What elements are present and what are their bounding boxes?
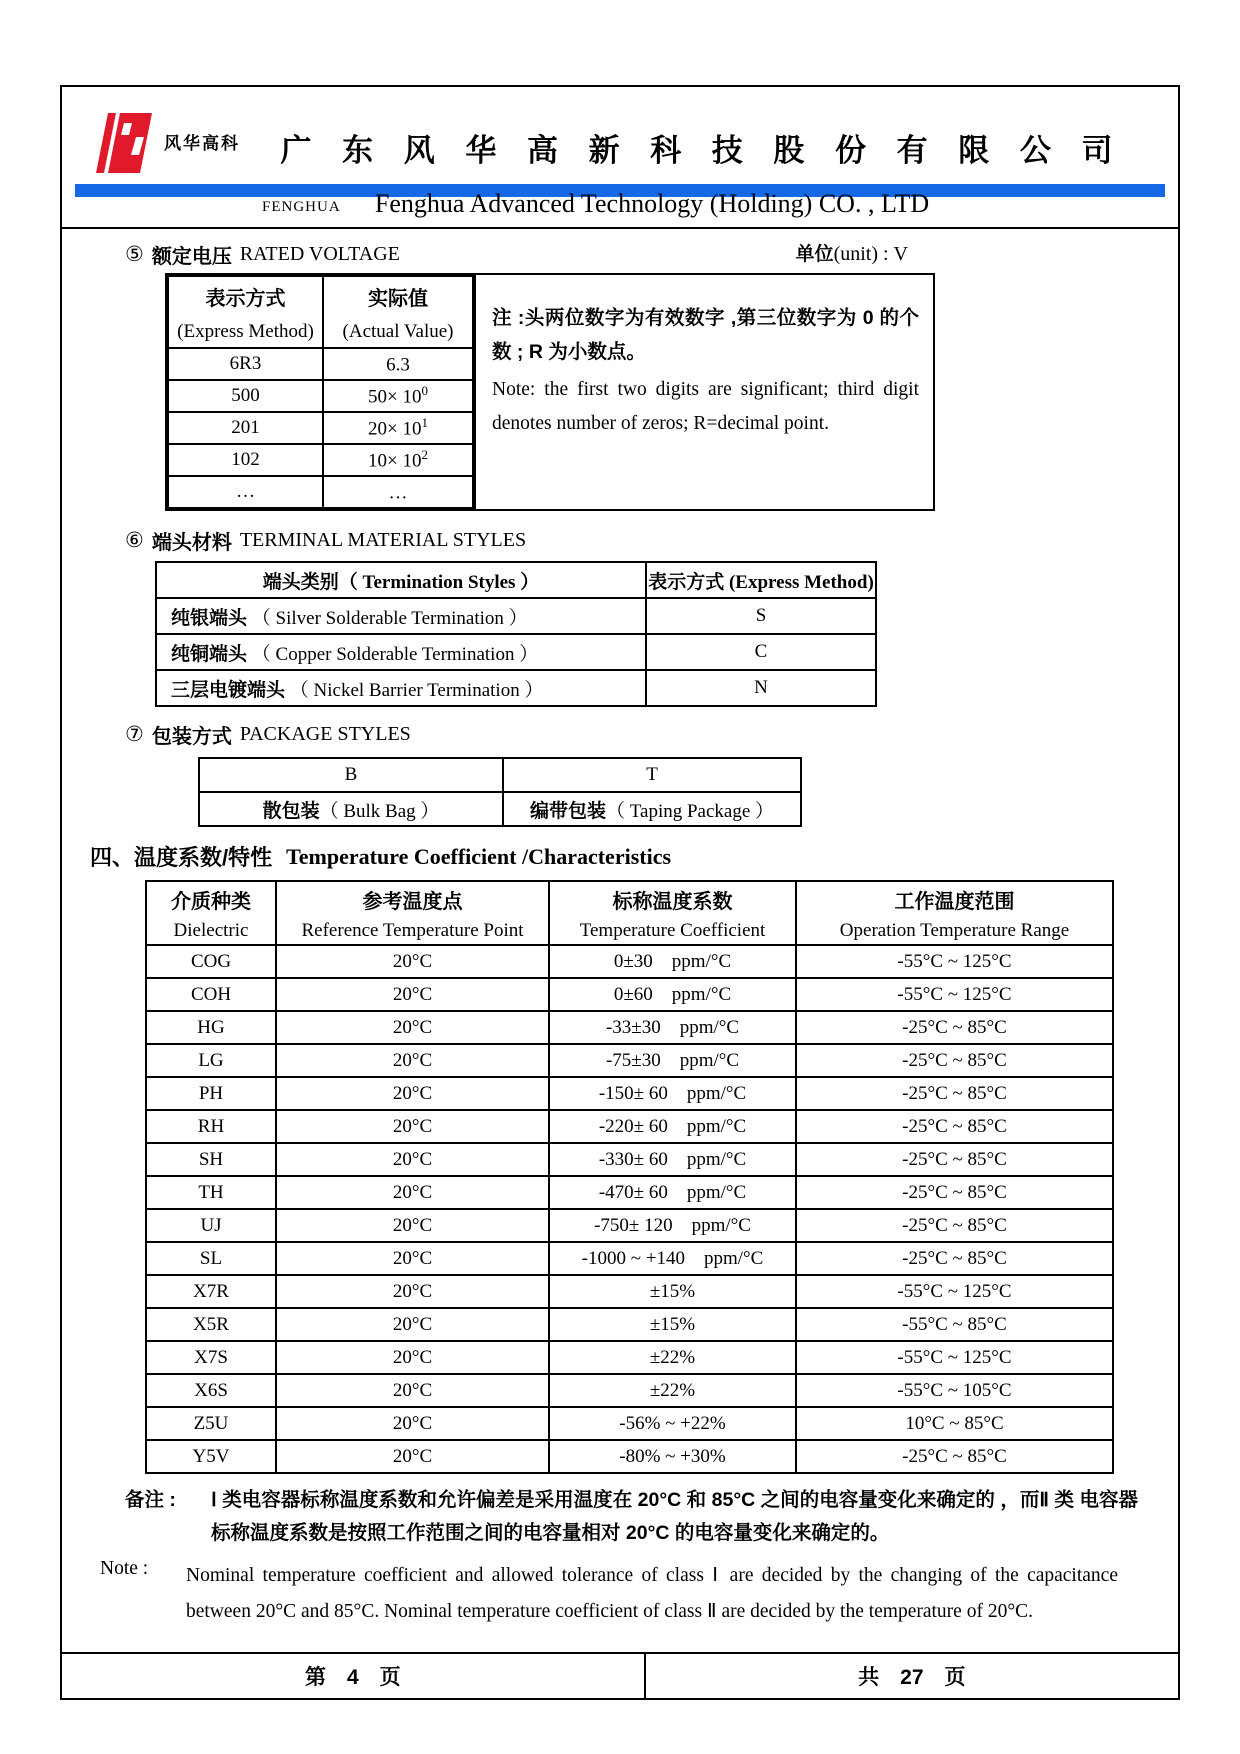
operation-range-cell: -25°C ~ 85°C (796, 1176, 1113, 1209)
voltage-row (168, 412, 473, 444)
operation-range-cell: -25°C ~ 85°C (796, 1011, 1113, 1044)
termination-style-cell: 纯银端头 （ Silver Solderable Termination ） (156, 598, 646, 634)
tc-data-row (146, 1242, 1113, 1275)
package-styles-table (198, 757, 802, 827)
voltage-row (168, 476, 473, 508)
dielectric-cell: TH (146, 1176, 276, 1209)
tc-data-row (146, 1044, 1113, 1077)
tc-data-row (146, 1341, 1113, 1374)
reference-temp-cell: 20°C (276, 1044, 549, 1077)
tc-data-row (146, 1143, 1113, 1176)
note-en (100, 1558, 1138, 1630)
page-content (62, 229, 1178, 1630)
total-pages: 共 27 页 (858, 1666, 966, 1689)
rated-voltage-heading (125, 239, 400, 269)
tc-data-row (146, 1275, 1113, 1308)
operation-range-cell: -55°C ~ 125°C (796, 945, 1113, 978)
termination-code-cell: C (646, 634, 876, 670)
voltage-row (168, 380, 473, 412)
tc-header-cell: 介质种类 Dielectric (146, 881, 276, 945)
reference-temp-cell: 20°C (276, 1176, 549, 1209)
termination-code-cell: N (646, 670, 876, 706)
reference-temp-cell: 20°C (276, 1077, 549, 1110)
coefficient-cell: ±22% (549, 1341, 796, 1374)
reference-temp-cell: 20°C (276, 1242, 549, 1275)
tc-data-row (146, 1209, 1113, 1242)
unit-label: 单位(unit) : V (795, 243, 908, 265)
logo-caption: FENGHUA (262, 199, 341, 215)
express-method-cell: 201 (168, 412, 323, 444)
voltage-header-row (168, 276, 473, 348)
terminal-row (156, 670, 876, 706)
temperature-coefficient-heading: 四、 温度系数/特性 Temperature Coefficient /Characteristics (90, 843, 672, 870)
tc-data-row (146, 1011, 1113, 1044)
fenghua-logo-icon (95, 111, 153, 175)
package-desc-row (199, 792, 801, 826)
operation-range-cell: -55°C ~ 85°C (796, 1308, 1113, 1341)
voltage-note-en: Note: the first two digits are significant; third digit denotes number of zeros; R=decimal point. (492, 379, 919, 435)
termination-style-cell: 纯铜端头 （ Copper Solderable Termination ） (156, 634, 646, 670)
reference-temp-cell: 20°C (276, 1374, 549, 1407)
dielectric-cell: X6S (146, 1374, 276, 1407)
coefficient-cell: -80% ~ +30% (549, 1440, 796, 1473)
reference-temp-cell: 20°C (276, 1275, 549, 1308)
dielectric-cell: Y5V (146, 1440, 276, 1473)
dielectric-cell: X7S (146, 1341, 276, 1374)
express-method-cell: 500 (168, 380, 323, 412)
company-name-chinese: 广 东 风 华 高 新 科 技 股 份 有 限 公 司 (280, 133, 1124, 168)
actual-value-cell: $20\times 10^1$ (323, 412, 473, 444)
remark-cn (125, 1484, 1138, 1550)
remark-cn-label: 备注 : (125, 1489, 176, 1511)
operation-range-cell: -55°C ~ 125°C (796, 1275, 1113, 1308)
operation-range-cell: -25°C ~ 85°C (796, 1077, 1113, 1110)
coefficient-cell: 0±60 ppm/°C (549, 978, 796, 1011)
tc-data-row (146, 1110, 1113, 1143)
coefficient-cell: -33±30 ppm/°C (549, 1011, 796, 1044)
package-code-b: B (199, 758, 503, 792)
operation-range-cell: -55°C ~ 125°C (796, 1341, 1113, 1374)
reference-temp-cell: 20°C (276, 1308, 549, 1341)
terminal-row (156, 598, 876, 634)
package-styles-heading: ⑦ 包装方式 PACKAGE STYLES (125, 721, 411, 748)
termination-code-cell: S (646, 598, 876, 634)
temperature-coefficient-table (145, 880, 1114, 1474)
voltage-row (168, 444, 473, 476)
coefficient-cell: ±15% (549, 1275, 796, 1308)
tc-data-row (146, 1374, 1113, 1407)
tc-header-cell: 标称温度系数 Temperature Coefficient (549, 881, 796, 945)
reference-temp-cell: 20°C (276, 1110, 549, 1143)
operation-range-cell: -25°C ~ 85°C (796, 1044, 1113, 1077)
coefficient-cell: ±22% (549, 1374, 796, 1407)
page-frame (60, 85, 1180, 1700)
reference-temp-cell: 20°C (276, 1341, 549, 1374)
express-method-header: 表示方式 (Express Method) (646, 562, 876, 598)
dielectric-cell: UJ (146, 1209, 276, 1242)
tc-data-row (146, 978, 1113, 1011)
taping-package-cell: 编带包装（ Taping Package ） (503, 792, 801, 826)
page-number: 第 4 页 (62, 1654, 646, 1698)
document-header (62, 87, 1178, 229)
reference-temp-cell: 20°C (276, 1011, 549, 1044)
dielectric-cell: RH (146, 1110, 276, 1143)
coefficient-cell: -56% ~ +22% (549, 1407, 796, 1440)
coefficient-cell: -1000 ~ +140 ppm/°C (549, 1242, 796, 1275)
express-method-header: 表示方式 (Express Method) (168, 276, 323, 348)
operation-range-cell: -25°C ~ 85°C (796, 1110, 1113, 1143)
tc-data-row (146, 1407, 1113, 1440)
tc-data-row (146, 945, 1113, 978)
reference-temp-cell: 20°C (276, 945, 549, 978)
package-code-t: T (503, 758, 801, 792)
terminal-row (156, 634, 876, 670)
dielectric-cell: X7R (146, 1275, 276, 1308)
coefficient-cell: 0±30 ppm/°C (549, 945, 796, 978)
operation-range-cell: 10°C ~ 85°C (796, 1407, 1113, 1440)
coefficient-cell: -75±30 ppm/°C (549, 1044, 796, 1077)
operation-range-cell: -25°C ~ 85°C (796, 1209, 1113, 1242)
termination-style-cell: 三层电镀端头 （ Nickel Barrier Termination ） (156, 670, 646, 706)
coefficient-cell: -750± 120 ppm/°C (549, 1209, 796, 1242)
terminal-header-row (156, 562, 876, 598)
voltage-row (168, 348, 473, 380)
operation-range-cell: -25°C ~ 85°C (796, 1143, 1113, 1176)
dielectric-cell: PH (146, 1077, 276, 1110)
reference-temp-cell: 20°C (276, 1440, 549, 1473)
operation-range-cell: -25°C ~ 85°C (796, 1242, 1113, 1275)
company-name-english: Fenghua Advanced Technology (Holding) CO. , LTD (374, 189, 930, 218)
actual-value-cell: 6.3 (323, 348, 473, 380)
voltage-note-cell (474, 275, 933, 509)
tc-data-row (146, 1440, 1113, 1473)
express-method-cell: 6R3 (168, 348, 323, 380)
tc-header-cell: 参考温度点 Reference Temperature Point (276, 881, 549, 945)
section-number: ⑤ (125, 241, 144, 266)
actual-value-header: 实际值 (Actual Value) (323, 276, 473, 348)
tc-data-row (146, 1308, 1113, 1341)
express-method-cell: … (168, 476, 323, 508)
dielectric-cell: LG (146, 1044, 276, 1077)
operation-range-cell: -55°C ~ 125°C (796, 978, 1113, 1011)
reference-temp-cell: 20°C (276, 1407, 549, 1440)
actual-value-cell: $10\times 10^2$ (323, 444, 473, 476)
actual-value-cell: … (323, 476, 473, 508)
tc-header-cell: 工作温度范围 Operation Temperature Range (796, 881, 1113, 945)
dielectric-cell: SH (146, 1143, 276, 1176)
bulk-bag-cell: 散包装（ Bulk Bag ） (199, 792, 503, 826)
dielectric-cell: Z5U (146, 1407, 276, 1440)
express-method-cell: 102 (168, 444, 323, 476)
page-footer (62, 1652, 1178, 1698)
terminal-material-heading: ⑥ 端头材料 TERMINAL MATERIAL STYLES (125, 527, 527, 554)
reference-temp-cell: 20°C (276, 978, 549, 1011)
remark-cn-text: Ⅰ 类电容器标称温度系数和允许偏差是采用温度在 20°C 和 85°C 之间的电容量变化来确定的 ，而Ⅱ 类 电容器标称温度系数是按照工作范围之间的电容量相对 20°C 的电容量变化来确定的。 (211, 1489, 1138, 1545)
rated-voltage-heading-row (125, 239, 1138, 269)
coefficient-cell: -470± 60 ppm/°C (549, 1176, 796, 1209)
coefficient-cell: -150± 60 ppm/°C (549, 1077, 796, 1110)
rated-voltage-table (165, 273, 935, 511)
reference-temp-cell: 20°C (276, 1143, 549, 1176)
dielectric-cell: COG (146, 945, 276, 978)
tc-data-row (146, 1176, 1113, 1209)
note-en-label: Note : (100, 1558, 149, 1580)
dielectric-cell: COH (146, 978, 276, 1011)
dielectric-cell: X5R (146, 1308, 276, 1341)
terminal-material-table (155, 561, 877, 707)
voltage-note-cn: 注 :头两位数字为有效数字 ,第三位数字为 0 的个数 ; R 为小数点。 (492, 307, 919, 364)
dielectric-cell: SL (146, 1242, 276, 1275)
operation-range-cell: -25°C ~ 85°C (796, 1440, 1113, 1473)
operation-range-cell: -55°C ~ 105°C (796, 1374, 1113, 1407)
section-title-cn: 额定电压 (151, 245, 232, 268)
tc-data-row (146, 1077, 1113, 1110)
package-code-row (199, 758, 801, 792)
coefficient-cell: -330± 60 ppm/°C (549, 1143, 796, 1176)
section-title-en: RATED VOLTAGE (239, 242, 400, 265)
coefficient-cell: -220± 60 ppm/°C (549, 1110, 796, 1143)
actual-value-cell: $50\times 10^0$ (323, 380, 473, 412)
coefficient-cell: ±15% (549, 1308, 796, 1341)
note-en-text: Nominal temperature coefficient and allowed tolerance of class Ⅰ are decided by the changing of the capacitance between 20°C and 85°C. Nominal temperature coefficient of class Ⅱ are decided by the temperature of 20°C. (186, 1565, 1118, 1623)
logo-text: 风华高科 (164, 134, 240, 153)
tc-header-row (146, 881, 1113, 945)
reference-temp-cell: 20°C (276, 1209, 549, 1242)
termination-styles-header: 端头类别（ Termination Styles ） (156, 562, 646, 598)
dielectric-cell: HG (146, 1011, 276, 1044)
